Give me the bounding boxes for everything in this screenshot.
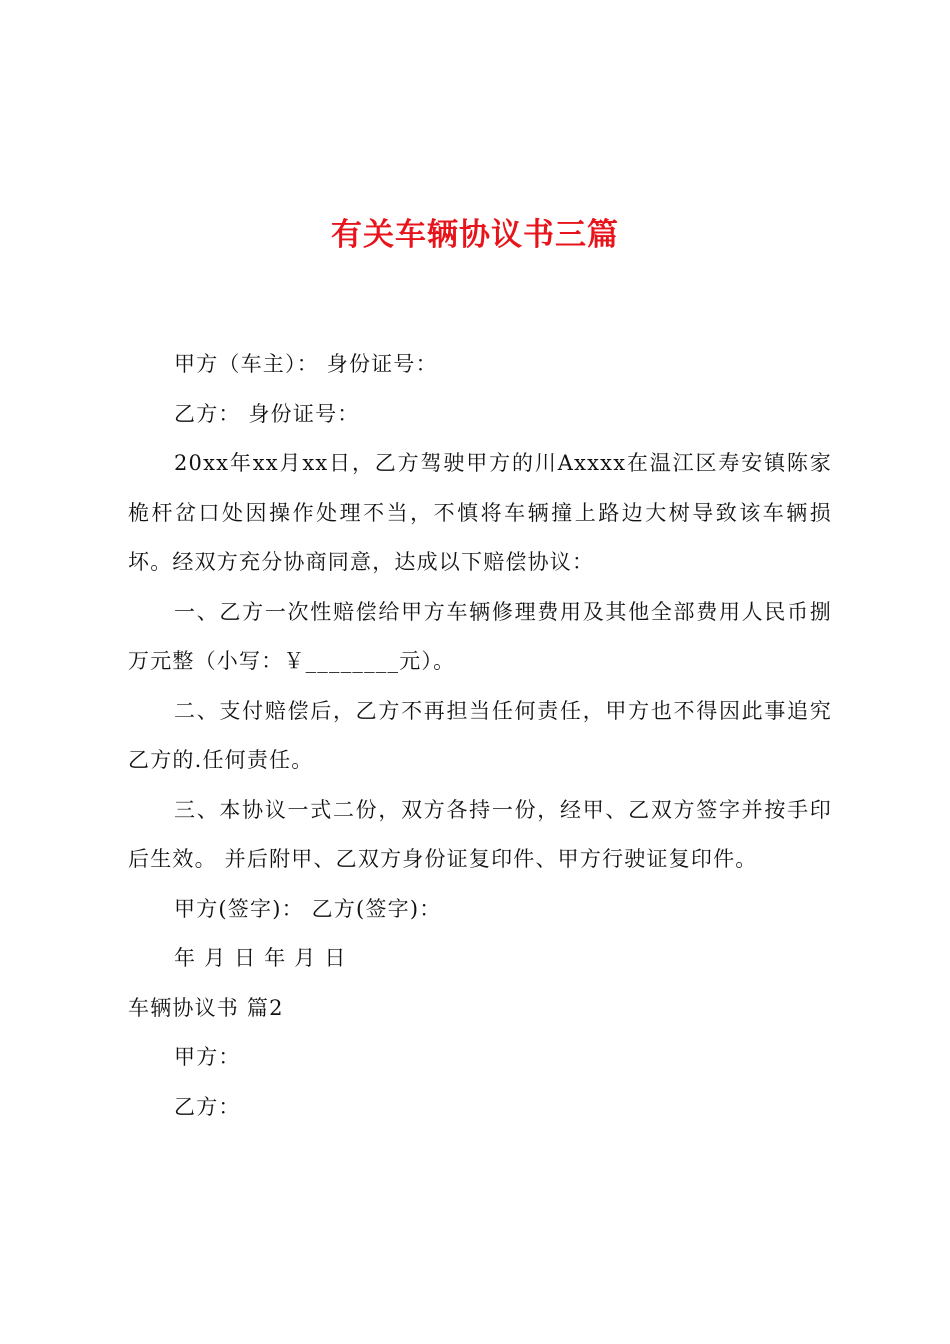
date-line: 年 月 日 年 月 日 (174, 946, 347, 970)
party-a-line: 甲方（车主）： 身份证号： (174, 352, 438, 376)
incident-description: 20xx年xx月xx日，乙方驾驶甲方的川Axxxx在温江区寿安镇陈家桅杆岔口处因操作处理不当，不慎将车辆撞上路边大树导致该车辆损坏。经双方充分协商同意，达成以下赔偿协议： (128, 451, 832, 574)
party-b-line: 乙方： 身份证号： (174, 401, 360, 426)
document-body (128, 340, 832, 1132)
section-two-heading: 车辆协议书 篇2 (128, 995, 284, 1020)
signature-line: 甲方(签字)： 乙方(签字)： (174, 896, 442, 921)
clause-three: 三、本协议一式二份，双方各持一份，经甲、乙双方签字并按手印后生效。 并后附甲、乙双方身份证复印件、甲方行驶证复印件。 (128, 797, 832, 871)
document-title: 有关车辆协议书三篇 (331, 217, 619, 253)
section-two-party-a: 甲方： (174, 1045, 241, 1069)
clause-one: 一、乙方一次性赔偿给甲方车辆修理费用及其他全部费用人民币捌万元整（小写：￥________元）。 (128, 599, 832, 673)
clause-two: 二、支付赔偿后，乙方不再担当任何责任，甲方也不得因此事追究乙方的.任何责任。 (128, 698, 832, 772)
section-two-party-b: 乙方： (174, 1094, 241, 1119)
